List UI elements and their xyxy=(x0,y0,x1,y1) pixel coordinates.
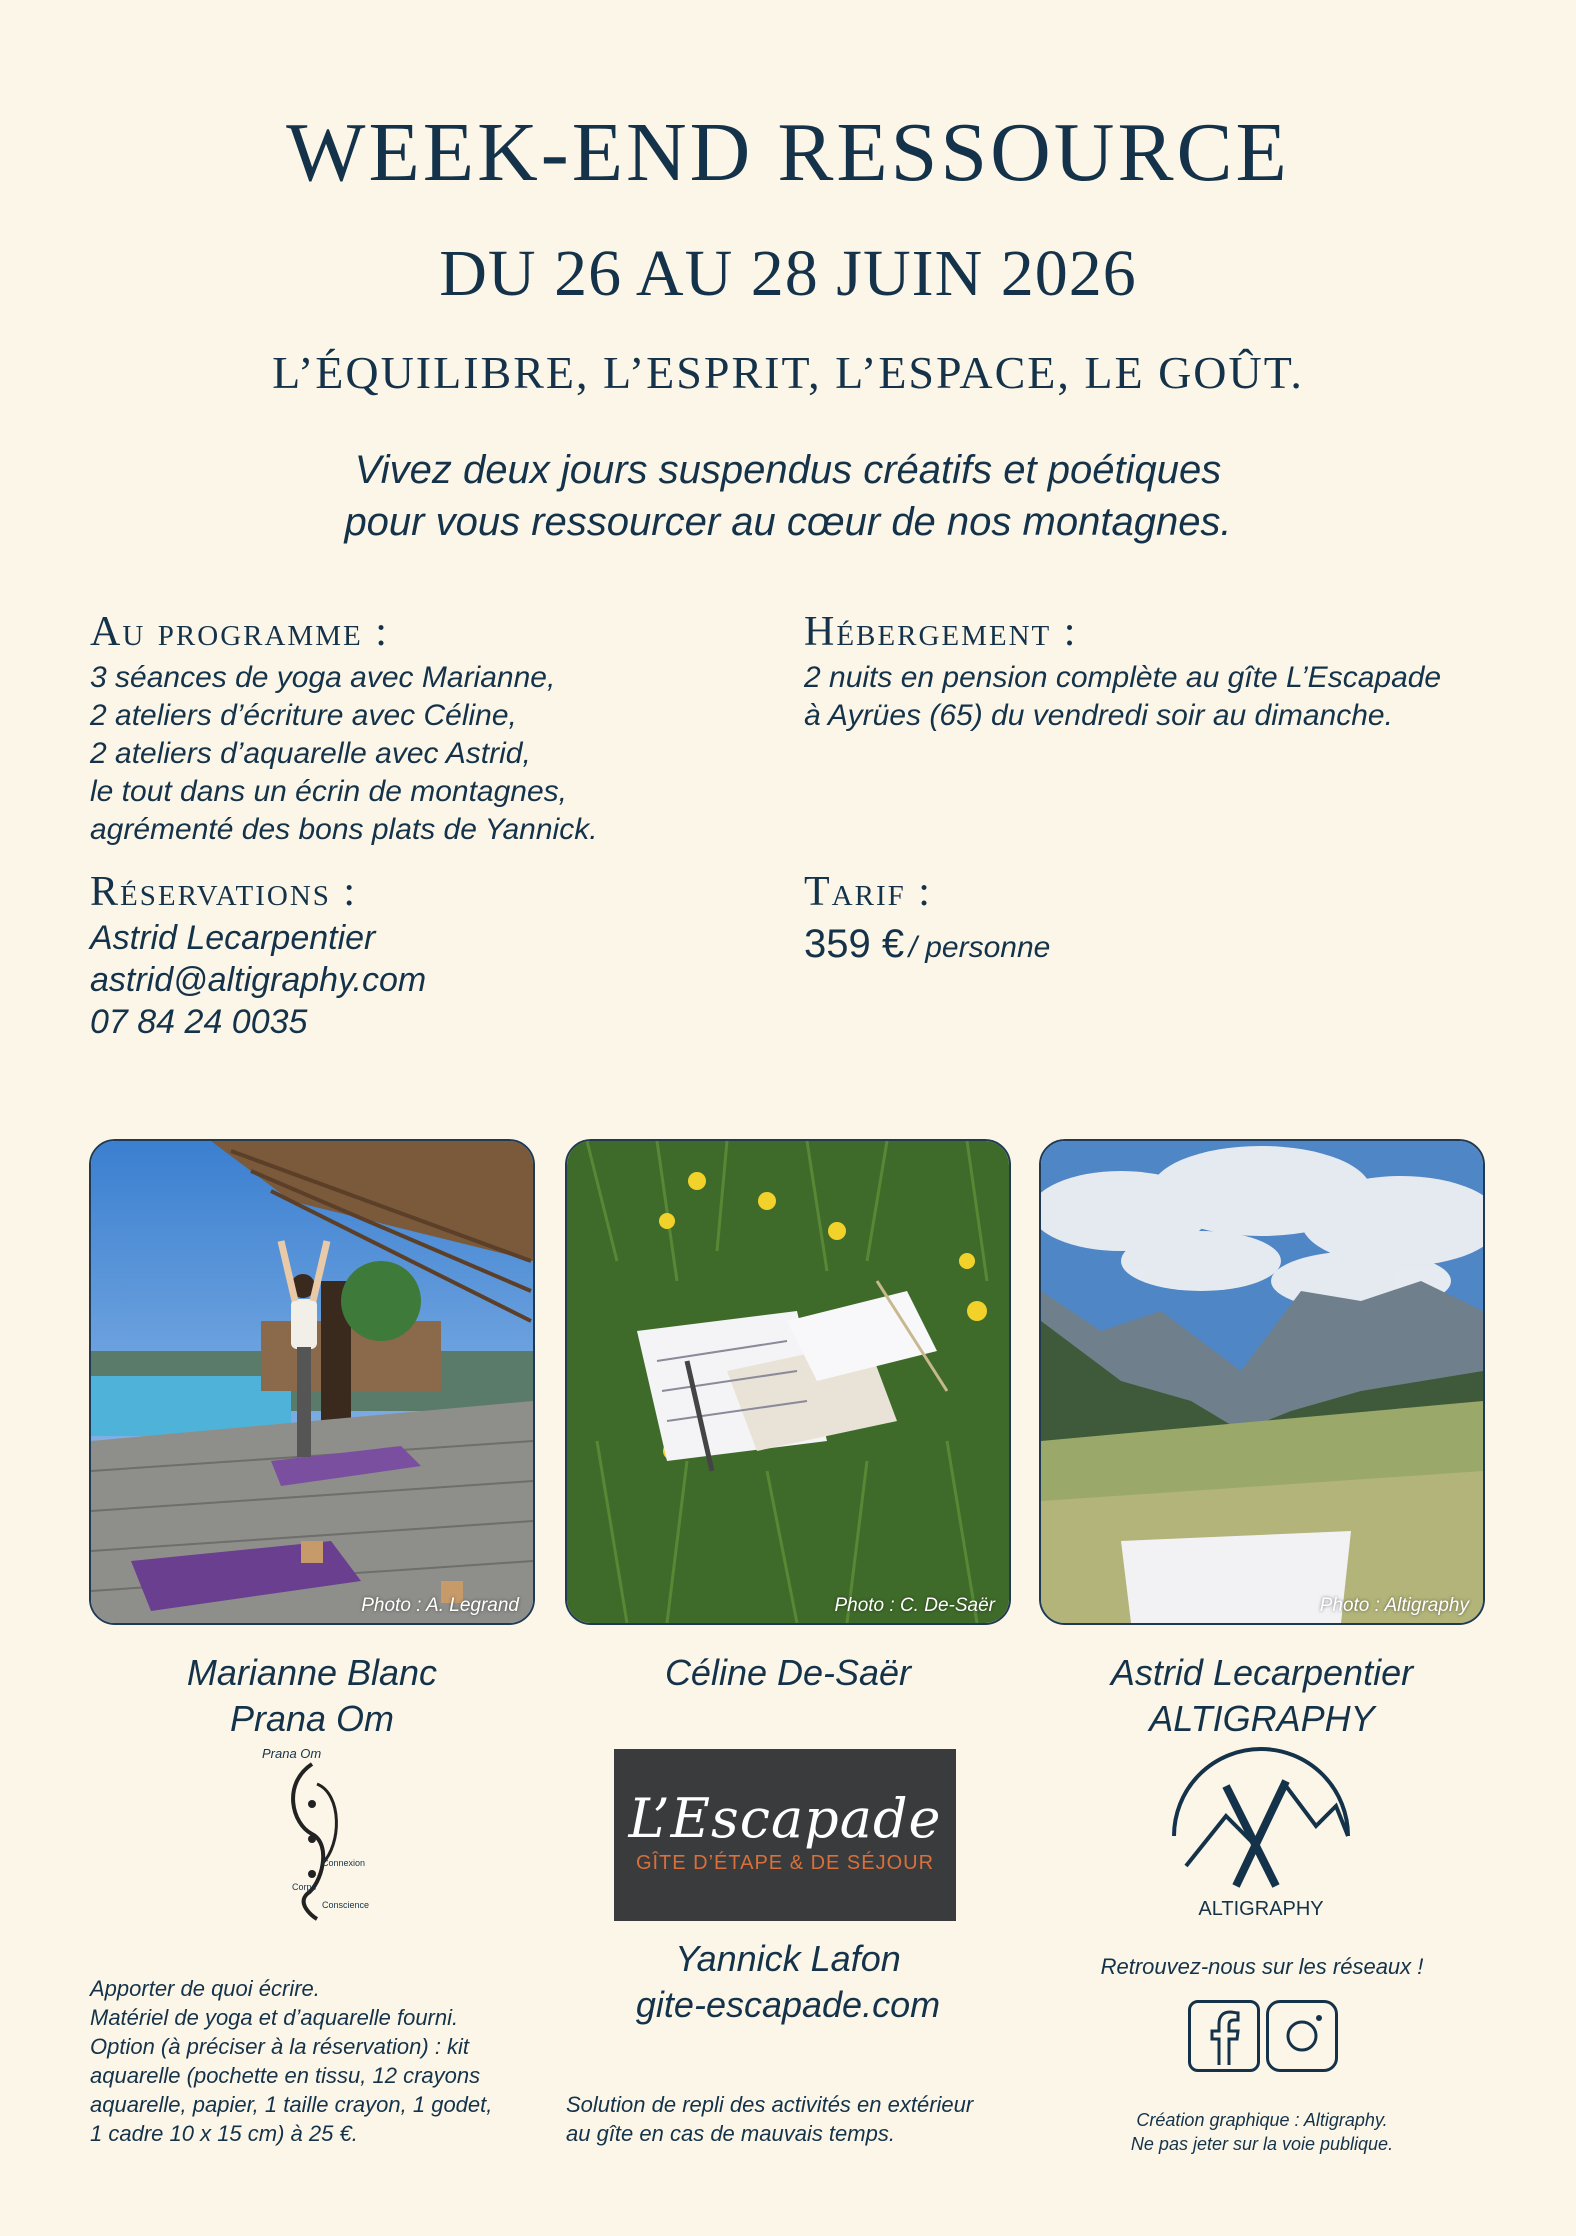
intro-line: Vivez deux jours suspendus créatifs et poétiques xyxy=(354,448,1222,492)
reservations-heading: Réservations : xyxy=(90,869,358,915)
event-dates: DU 26 AU 28 JUIN 2026 xyxy=(439,237,1137,310)
price: 359 € xyxy=(804,922,905,966)
credit-line: Création graphique : Altigraphy. xyxy=(1136,2110,1388,2130)
programme-line: 3 séances de yoga avec Marianne, xyxy=(90,661,556,694)
note-line: 1 cadre 10 x 15 cm) à 25 €. xyxy=(90,2121,358,2146)
programme-line: 2 ateliers d’écriture avec Céline, xyxy=(90,699,517,732)
photo-mountains xyxy=(1039,1139,1485,1625)
reservations-contact xyxy=(90,917,426,1043)
contact-email[interactable]: astrid@altigraphy.com xyxy=(90,961,427,999)
credit-line: Ne pas jeter sur la voie publique. xyxy=(1130,2134,1394,2154)
celine-name xyxy=(565,1650,1011,1696)
tagline: L’ÉQUILIBRE, L’ESPRIT, L’ESPACE, LE GOÛT. xyxy=(272,347,1304,398)
note-line: Matériel de yoga et d’aquarelle fourni. xyxy=(90,2005,459,2030)
person-name: Astrid Lecarpentier xyxy=(1110,1652,1414,1693)
facebook-glyph xyxy=(1191,2003,1257,2069)
note-line: Option (à préciser à la réservation) : kit xyxy=(90,2034,470,2059)
note-line: aquarelle, papier, 1 taille crayon, 1 godet, xyxy=(90,2092,493,2117)
photo-books xyxy=(565,1139,1011,1625)
astrid-name xyxy=(1039,1650,1485,1742)
intro-text xyxy=(0,444,1576,548)
note-line: Solution de repli des activités en extérieur xyxy=(566,2092,974,2117)
design-credit xyxy=(1039,2108,1485,2156)
hebergement-text xyxy=(804,659,1441,735)
social-heading: Retrouvez-nous sur les réseaux ! xyxy=(1100,1954,1424,1979)
hebergement-heading: Hébergement : xyxy=(804,609,1078,655)
hebergement-line: 2 nuits en pension complète au gîte L’Escapade xyxy=(804,661,1442,694)
facebook-icon[interactable] xyxy=(1188,2000,1260,2072)
prana-om-text: Prana Om xyxy=(262,1746,322,1761)
gite-website[interactable]: gite-escapade.com xyxy=(635,1984,941,2025)
photo-yoga xyxy=(89,1139,535,1625)
price-unit: / personne xyxy=(908,931,1051,964)
person-org: ALTIGRAPHY xyxy=(1149,1698,1375,1739)
contact-name: Astrid Lecarpentier xyxy=(90,919,376,957)
prana-word: Conscience xyxy=(322,1900,370,1910)
escapade-subtitle: GÎTE D’ÉTAPE & DE SÉJOUR xyxy=(635,1852,935,1874)
yannick-block xyxy=(565,1936,1011,2028)
person-org: Prana Om xyxy=(229,1698,395,1739)
tarif-heading: Tarif : xyxy=(804,869,932,915)
escapade-name: L’Escapade xyxy=(628,1787,942,1850)
person-name: Yannick Lafon xyxy=(675,1938,901,1979)
escapade-logo xyxy=(614,1749,956,1921)
photo-credit: Photo : Altigraphy xyxy=(1319,1595,1469,1616)
programme-line: le tout dans un écrin de montagnes, xyxy=(90,775,567,808)
instagram-glyph xyxy=(1269,2003,1335,2069)
note-line: Apporter de quoi écrire. xyxy=(90,1976,320,2001)
programme-heading: Au programme : xyxy=(90,609,389,655)
altigraphy-icon xyxy=(1166,1746,1356,1896)
person-name: Céline De-Saër xyxy=(664,1652,912,1693)
programme-line: agrémenté des bons plats de Yannick. xyxy=(90,813,598,846)
photo-credit: Photo : C. De-Saër xyxy=(834,1595,995,1616)
note-line: aquarelle (pochette en tissu, 12 crayons xyxy=(90,2063,481,2088)
prana-om-logo xyxy=(262,1744,372,1924)
altigraphy-logo xyxy=(1166,1746,1356,1926)
programme-list xyxy=(90,659,598,849)
prana-word: Connexion xyxy=(322,1858,366,1868)
photo-credit: Photo : A. Legrand xyxy=(361,1595,519,1616)
equipment-notes xyxy=(90,1974,570,2148)
note-line: au gîte en cas de mauvais temps. xyxy=(566,2121,895,2146)
marianne-name xyxy=(89,1650,535,1742)
intro-line: pour vous ressourcer au cœur de nos montagnes. xyxy=(344,500,1232,544)
page-title: WEEK-END RESSOURCE xyxy=(286,106,1290,199)
altigraphy-label: ALTIGRAPHY xyxy=(1198,1898,1324,1920)
prana-word: Corps xyxy=(292,1882,317,1892)
hebergement-line: à Ayrües (65) du vendredi soir au dimanche. xyxy=(804,699,1393,732)
contact-phone[interactable]: 07 84 24 0035 xyxy=(90,1003,308,1041)
weather-note xyxy=(566,2090,1036,2148)
mountain-scene xyxy=(1041,1141,1483,1623)
yoga-scene xyxy=(91,1141,533,1623)
books-scene xyxy=(567,1141,1009,1623)
person-name: Marianne Blanc xyxy=(186,1652,438,1693)
prana-om-icon xyxy=(262,1744,372,1924)
instagram-icon[interactable] xyxy=(1266,2000,1338,2072)
programme-line: 2 ateliers d’aquarelle avec Astrid, xyxy=(90,737,531,770)
tarif-value xyxy=(804,922,1050,967)
